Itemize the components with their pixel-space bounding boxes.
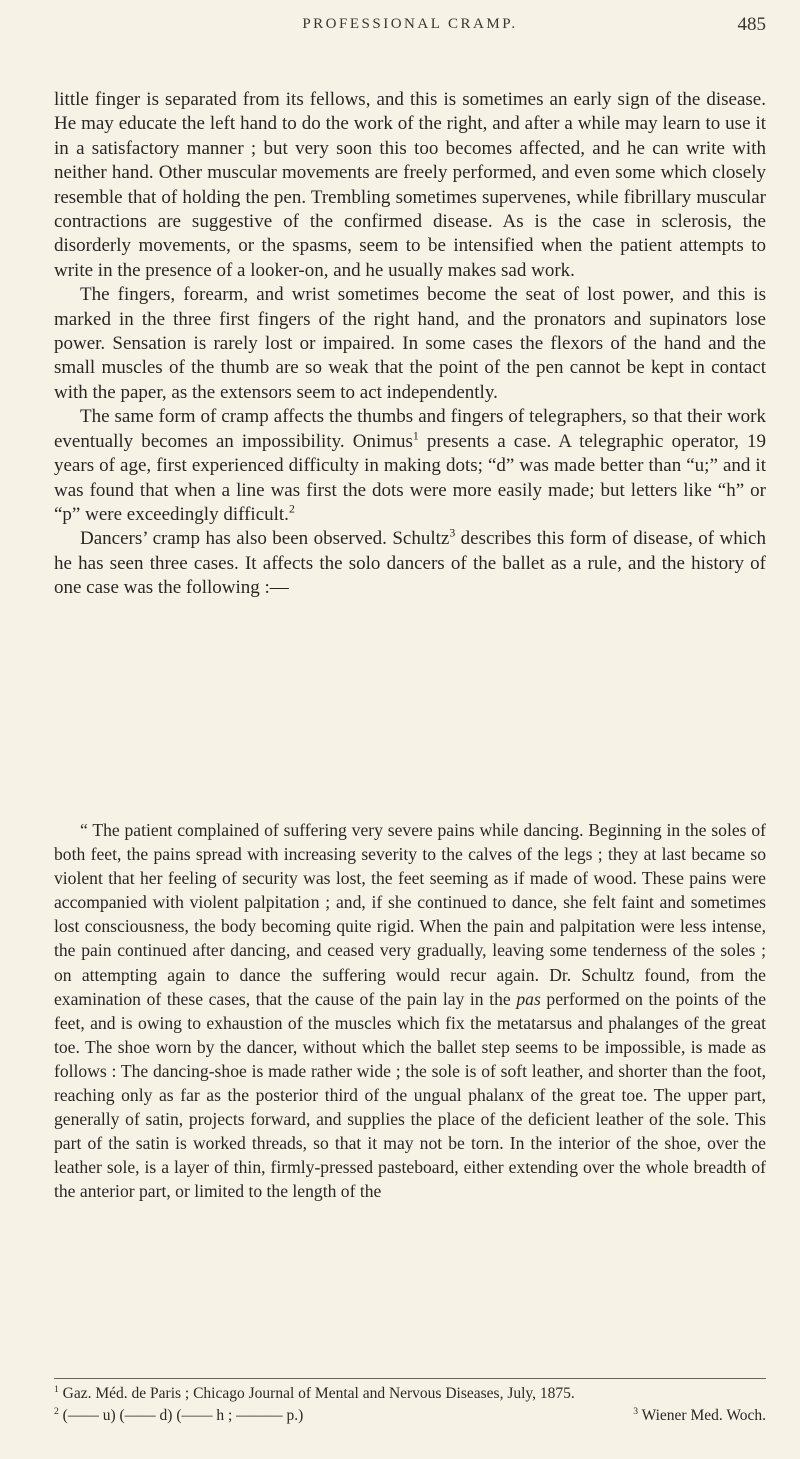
page-number: 485 (737, 14, 766, 35)
footnote-2-mark: 2 (54, 1405, 59, 1417)
footnote-1-mark: 1 (54, 1383, 59, 1395)
footnotes (54, 1378, 766, 1427)
paragraph-2: The fingers, forearm, and wrist sometimes become the seat of lost power, and this is marked in the three first fingers of the right hand, and the pronators and supinators lose power. Sensation is rarely lost or impaired. In some cases the flexors of the hand and the small muscles of the thumb are so weak that the point of the pen cannot be kept in contact with the paper, as the extensors seem to act independently. (54, 284, 766, 403)
footnote-2 (54, 1405, 303, 1427)
footnote-1-text: Gaz. Méd. de Paris ; Chicago Journal of Mental and Nervous Diseases, July, 1875. (58, 1385, 575, 1402)
footnote-row-2-3 (54, 1405, 766, 1427)
footnote-3-mark: 3 (633, 1405, 639, 1417)
paragraph-3-text-a: The same form of cramp affects the thumbs and fingers of telegraphers, so that their work eventually becomes an impossibility. Onimus (54, 406, 766, 452)
footnote-3 (633, 1405, 766, 1427)
quote-paragraph (54, 818, 766, 1204)
footnote-3-text: Wiener Med. Woch. (638, 1407, 766, 1424)
paragraph-4-text-b: describes this form of disease, of which he has seen three cases. It affects the solo dancers of the ballet as a rule, and the history of one case was the following :— (54, 528, 766, 599)
footnote-ref-2: 2 (288, 502, 295, 516)
quote-italic-term: pas (516, 988, 541, 1009)
book-page (54, 0, 766, 1459)
footnote-1 (54, 1383, 766, 1405)
quote-text-b: performed on the points of the feet, and is owing to exhaustion of the muscles which fix the metatarsus and phalanges of the great toe. The shoe worn by the dancer, without which the ballet step seems to be impossible, is made as follows : The dancing-shoe is made rather wide ; the sole is of soft leather, and shorter than the foot, reaching only as far as the posterior third of the ungual phalanx of the great toe. The upper part, generally of satin, projects forward, and supplies the place of the deficient leather of the sole. This part of the satin is worked threads, so that it may not be torn. In the interior of the shoe, over the leather sole, is a layer of thin, firmly-pressed pasteboard, either extending over the whole breadth of the anterior part, or limited to the length of the (54, 988, 767, 1202)
paragraph-3 (54, 405, 766, 527)
footnote-2-text: (—— u) (—— d) (—— h ; ——— p.) (58, 1407, 304, 1424)
paragraph-1: little finger is separated from its fellows, and this is sometimes an early sign of the disease. He may educate the left hand to do the work of the right, and after a while may learn to use it in a satisfactory manner ; but very soon this too becomes affected, and he can write with neither hand. Other muscular movements are freely performed, and even some which closely resemble that of holding the pen. Trembling sometimes supervenes, while fibrillary muscular contractions are suggestive of the confirmed disease. As is the case in sclerosis, the disorderly movements, or the spasms, seem to be intensified when the patient attempts to write in the presence of a looker-on, and he usually makes sad work. (54, 89, 766, 281)
body-text (54, 88, 766, 601)
block-quote (54, 818, 766, 1204)
paragraph-3-text-b: presents a case. A telegraphic operator, 19 years of age, first experienced difficulty in making dots; “d” was made better than “u;” and it was found that when a line was first the dots were more easily made; but letters like “h” or “p” were exceedingly difficult. (54, 430, 766, 525)
footnote-ref-3: 3 (449, 526, 456, 540)
paragraph-4-text-a: Dancers’ cramp has also been observed. Schultz (80, 528, 450, 550)
footnote-ref-1: 1 (412, 429, 419, 443)
paragraph-4 (54, 527, 766, 600)
running-head (54, 16, 766, 44)
quote-text-a: “ The patient complained of suffering very severe pains while dancing. Beginning in the soles of both feet, the pains spread with increasing severity to the calves of the legs ; they at last became so violent that her feeling of security was lost, the feet seeming as if made of wood. These pains were accompanied with violent palpitation ; and, if she continued to dance, she felt faint and sometimes lost consciousness, the body becoming quite rigid. When the pain and palpitation were less intense, the pain continued after dancing, and ceased very gradually, leaving some tenderness of the soles ; on attempting again to dance the suffering would recur again. Dr. Schultz found, from the examination of these cases, that the cause of the pain lay in the (54, 820, 766, 1009)
running-title: PROFESSIONAL CRAMP. (302, 16, 518, 32)
